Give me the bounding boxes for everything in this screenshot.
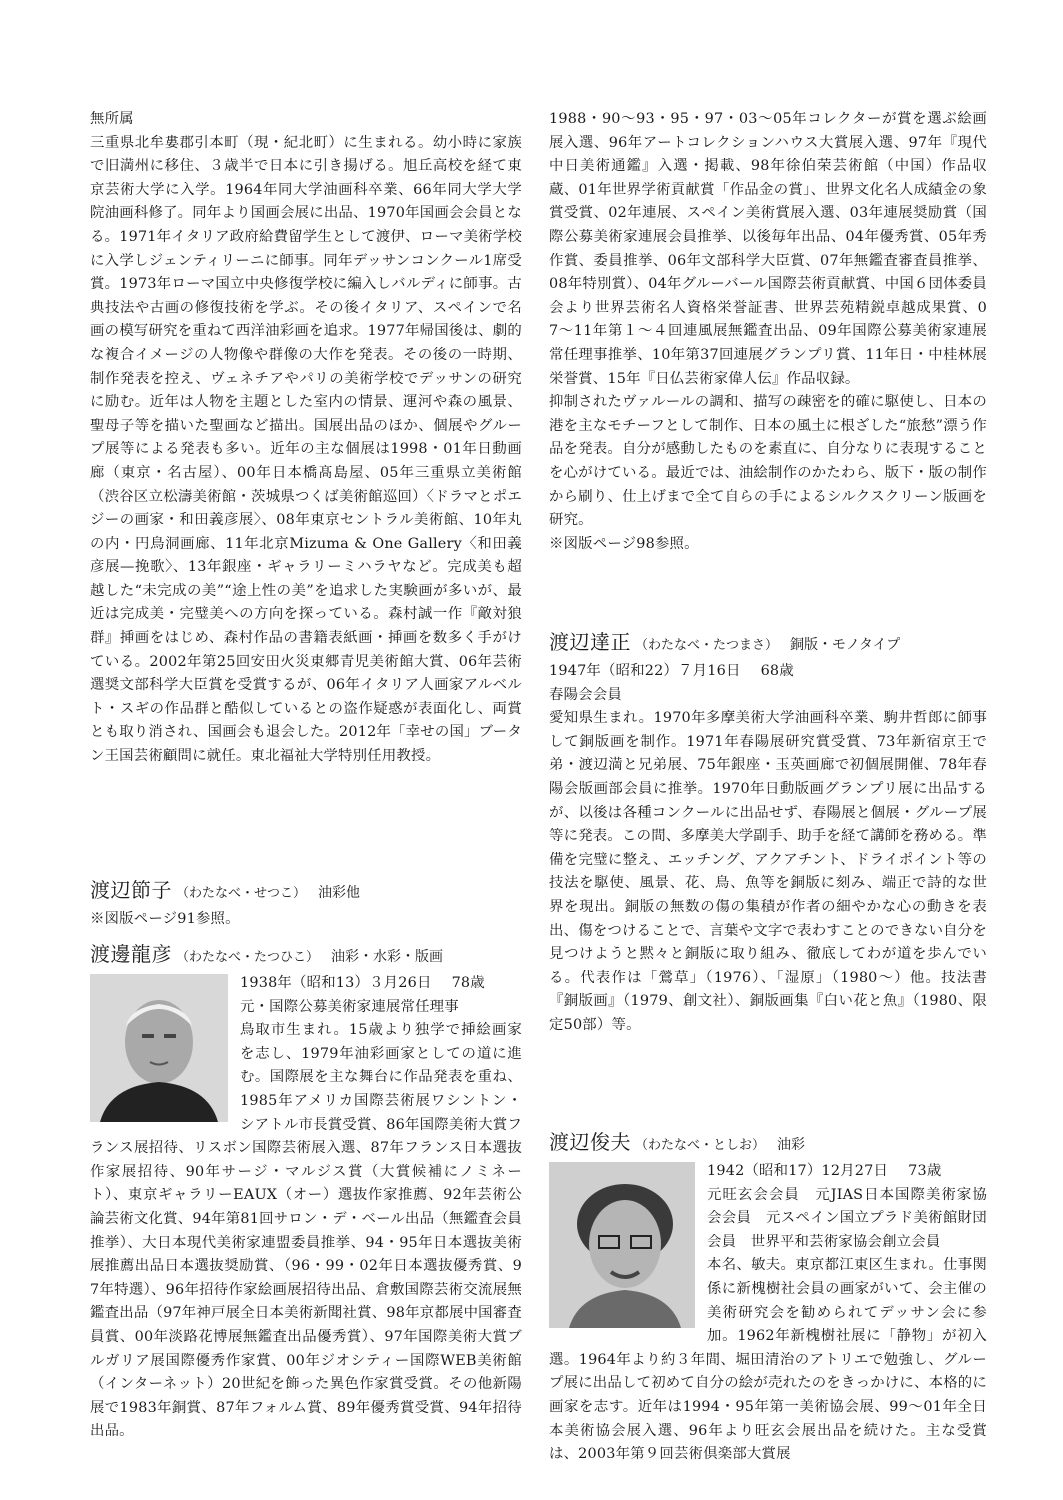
artist-heading [90,940,522,972]
artist-heading [549,628,987,660]
affiliation: 元旺玄会会員 元JIAS日本国際美術家協会会員 元スペイン国立プラド美術館財団会員 世界平和芸術家協会創立会員 [707,1186,987,1250]
affiliation: 無所属 [90,111,134,127]
artist-medium: 油彩他 [318,885,361,901]
biography: 鳥取市生まれ。15歳より独学で挿絵画家を志し、1979年油彩画家としての道に進む。国際展を主な舞台に作品発表を重ね、1985年アメリカ国際芸術展ワシントン・シアトル市長賞受賞、86年国際美術大賞フランス展招待、リスボン国際芸術展入選、87年フランス日本選抜作家展招待、90年サージ・マルジス賞（大賞候補にノミネート）、東京ギャラリーEAUX（オー）選抜作家推薦、92年芸術公論芸術文化賞、94年第81回サロン・デ・ベール出品（無鑑査会員推挙）、大日本現代美術家連盟委員推挙、94・95年日本選抜美術展推薦出品日本選抜奨励賞、（96・99・02年日本選抜優秀賞、97年特選）、96年招待作家絵画展招待出品、倉敷国際芸術交流展無鑑査出品（97年神戸展全日本美術新聞社賞、98年京都展中国審査員賞、00年淡路花博展無鑑査出品優秀賞）、97年国際美術大賞ブルガリア展国際優秀作家賞、00年ジオシティー国際WEB美術館（インターネット）20世紀を飾った異色作家賞受賞。その他新陽展で1983年銅賞、87年フォルム賞、89年優秀賞受賞、94年招待出品。 [90,1022,523,1440]
artist-name: 渡辺俊夫 [549,1130,631,1154]
position: 元・国際公募美術家連展常任理事 [240,998,459,1015]
birth-date: 1947年（昭和22）７月16日 [549,663,741,679]
plate-reference: ※図版ページ98参照。 [549,535,699,552]
age: 73歳 [908,1163,942,1179]
age: 78歳 [451,975,485,991]
artist-medium: 油彩 [777,1137,806,1153]
artist-heading [549,1128,987,1160]
birth-date: 1942（昭和17）12月27日 [707,1163,889,1179]
biography: 三重県北牟婁郡引本町（現・紀北町）に生まれる。幼小時に家族で旧満州に移住、３歳半で日本に引き揚げる。旭丘高校を経て東京芸術大学に入学。1964年同大学油画科卒業、66年同大学大学院油画科修了。同年より国画会展に出品、1970年国画会会員となる。1971年イタリア政府給費留学生として渡伊、ローマ美術学校に入学しジェンティリーニに師事。同年デッサンコンクール1席受賞。1973年ローマ国立中央修復学校に編入しバルディに師事。古典技法や古画の修復技術を学ぶ。その後イタリア、スペインで名画の模写研究を重ねて西洋油彩画を追求。1977年帰国後は、劇的な複合イメージの人物像や群像の大作を発表。その後の一時期、制作発表を控え、ヴェネチアやパリの美術学校でデッサンの研究に励む。近年は人物を主題とした室内の情景、運河や森の風景、聖母子等を描いた聖画など描出。国展出品のほか、個展やグループ展等による発表も多い。近年の主な個展は1998・01年日動画廊（東京・名古屋）、00年日本橋髙島屋、05年三重県立美術館（渋谷区立松濤美術館・茨城県つくば美術館巡回）〈ドラマとポエジーの画家・和田義彦展〉、08年東京セントラル美術館、10年丸の内・円鳥洞画廊、11年北京Mizuma & One Gallery〈和田義彦展—挽歌〉、13年銀座・ギャラリーミハラヤなど。完成美も超越した“未完成の美”“途上性の美”を追求した実験画が多いが、最近は完成美・完璧美への方向を探っている。森村誠一作『敵対狼群』挿画をはじめ、森村作品の書籍表紙画・挿画を数多く手がけている。2002年第25回安田火災東郷青児美術館大賞、06年芸術選奨文部科学大臣賞を受賞するが、06年イタリア人画家アルベルト・スギの作品群と酷似しているとの盗作疑惑が表面化し、両賞とも取り消され、国画会も退会した。2012年「幸せの国」ブータン王国芸術顧問に就任。東北福祉大学特別任用教授。 [90,134,522,765]
biography-continued: 1988・90〜93・95・97・03〜05年コレクターが賞を選ぶ絵画展入選、96年アートコレクションハウス大賞展入選、97年『現代中日美術通鑑』入選・掲載、98年徐伯荣芸術館（中国）作品収蔵、01年世界学術貢献賞「作品金の賞」、世界文化名人成績金の象賞受賞、02年連展、スペイン美術賞展入選、03年連展奨励賞（国際公募美術家連展会員推挙、以後毎年出品、04年優秀賞、05年秀作賞、委員推挙、06年文部科学大臣賞、07年無鑑査審査員推挙、08年特別賞）、04年グルーバール国際芸術貢献賞、中国６団体委員会より世界芸術名人資格栄誉証書、世界芸苑精鋭卓越成果賞、07〜11年第１〜４回連風展無鑑査出品、09年国際公募美術家連展常任理事推挙、10年第37回連展グランプリ賞、11年日・中桂林展栄誉賞、15年『日仏芸術家偉人伝』作品収録。 [549,111,987,387]
plate-reference: ※図版ページ91参照。 [90,911,240,927]
artist-kana: （わたなべ・としお） [635,1138,766,1153]
artist-kana: （わたなべ・せつこ） [176,886,307,901]
artist-kana: （わたなべ・たつまさ） [635,638,779,653]
entry-tatsumasa [549,628,987,1038]
tatsuhiko-continuation [549,108,987,556]
artist-name: 渡辺達正 [549,630,631,654]
biography: 愛知県生まれ。1970年多摩美術大学油画科卒業、駒井哲郎に師事して銅版画を制作。1971年春陽展研究賞受賞、73年新宿京王で弟・渡辺満と兄弟展、75年銀座・玉英画廊で初個展開催、78年春陽会版画部会員に推挙。1970年日動版画グランプリ展に出品するが、以後は各種コンクールに出品せず、春陽展と個展・グループ展等に発表。この間、多摩美大学副手、助手を経て講師を務める。準備を完璧に整え、エッチング、アクアチント、ドライポイント等の技法を駆使、風景、花、鳥、魚等を銅版に刻み、端正で詩的な世界を現出。銅版の無数の傷の集積が作者の細やかな心の動きを表出、傷をつけることで、言葉や文字で表わすことのできない自分を見つけようと黙々と銅版に取り組み、徹底してわが道を歩んでいる。代表作は「鶯草」（1976）、「湿原」（1980〜）他。技法書『銅版画』（1979、創文社）、銅版画集『白い花と魚』（1980、限定50部）等。 [549,710,987,1033]
entry-toshio [549,1128,987,1467]
artist-name: 渡辺節子 [90,878,172,902]
entry-setsuko [90,876,522,932]
artist-medium: 油彩・水彩・版画 [331,949,444,965]
artist-name: 渡邊龍彦 [90,942,172,966]
affiliation: 春陽会会員 [549,686,622,703]
entry-tatsuhiko [90,940,522,1444]
biography: 本名、敏夫。東京都江東区生まれ。仕事関係に新槐樹社会員の画家がいて、会主催の美術研究会を勧められてデッサン会に参加。1962年新槐樹社展に「静物」が初入選。1964年より約３年間、堀田清治のアトリエで勉強し、グループ展に出品して初めて自分の絵が売れたのをきっかけに、本格的に画家を志す。近年は1994・95年第一美術協会展、99〜01年全日本美術協会展入選、96年より旺玄会展出品を続けた。主な受賞は、2003年第９回芸術倶楽部大賞展 [549,1257,987,1463]
artist-portrait-photo [549,1162,695,1328]
artist-birth-line [549,660,987,684]
artist-statement: 抑制されたヴァルールの調和、描写の疎密を的確に駆使し、日本の港を主なモチーフとして制作、日本の風土に根ざした“旅愁”漂う作品を発表。自分が感動したものを素直に、自分なりに表現することを心がけている。最近では、油絵制作のかたわら、版下・版の制作から刷り、仕上げまで全て自らの手によるシルクスクリーン版画を研究。 [549,394,987,529]
artist-heading [90,876,522,908]
artist-portrait-photo [90,974,228,1122]
birth-date: 1938年（昭和13）３月26日 [240,975,432,991]
age: 68歳 [760,663,794,679]
artist-medium: 銅版・モノタイプ [790,637,901,653]
artist-kana: （わたなべ・たつひこ） [176,950,320,965]
wada-entry-continuation [90,108,522,769]
